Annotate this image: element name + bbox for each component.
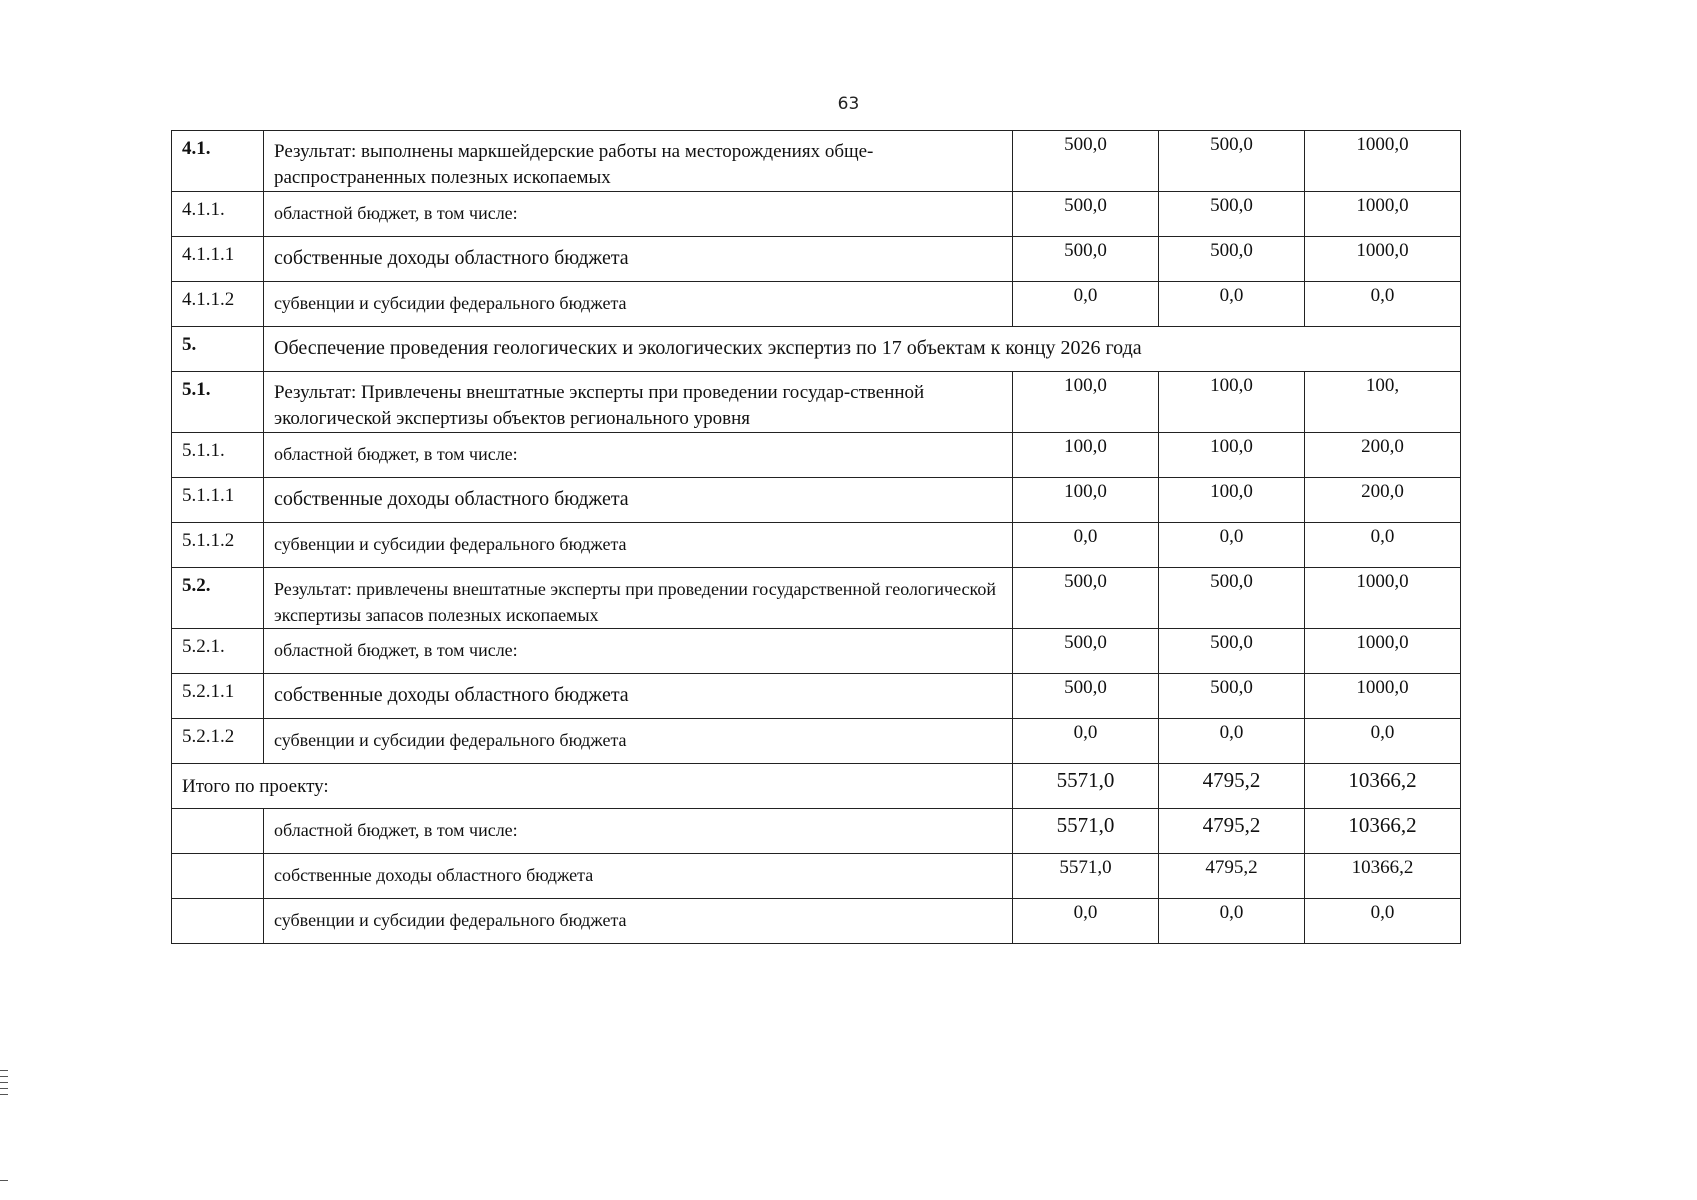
row-description: Обеспечение проведения геологических и экологических экспертиз по 17 объектам к концу 2026 года <box>264 327 1461 372</box>
value-cell-1: 500,0 <box>1013 568 1159 629</box>
value-cell-1: 500,0 <box>1013 192 1159 237</box>
total-breakdown-row <box>172 899 1461 944</box>
table-row <box>172 568 1461 629</box>
value-cell-2: 0,0 <box>1159 282 1305 327</box>
value-cell-2: 0,0 <box>1159 719 1305 764</box>
value-cell-2: 500,0 <box>1159 568 1305 629</box>
row-number: 4.1.1.2 <box>172 282 264 327</box>
row-number: 5.1.1.2 <box>172 523 264 568</box>
table-row <box>172 372 1461 433</box>
value-cell-1: 500,0 <box>1013 629 1159 674</box>
row-number: 5.2. <box>172 568 264 629</box>
scan-margin-mark <box>0 1180 8 1181</box>
value-cell-1: 0,0 <box>1013 282 1159 327</box>
table-row <box>172 674 1461 719</box>
value-cell-3: 200,0 <box>1305 433 1461 478</box>
table-row <box>172 719 1461 764</box>
total-breakdown-description: субвенции и субсидии федерального бюджета <box>264 899 1013 944</box>
total-value-3: 10366,2 <box>1305 764 1461 809</box>
value-cell-1: 0,0 <box>1013 719 1159 764</box>
row-description: Результат: выполнены маркшейдерские работы на месторождениях обще-распространенных полезных ископаемых <box>264 131 1013 192</box>
value-cell-2: 100,0 <box>1159 372 1305 433</box>
total-row <box>172 764 1461 809</box>
total-breakdown-value-3: 10366,2 <box>1305 809 1461 854</box>
value-cell-3: 200,0 <box>1305 478 1461 523</box>
empty-number-cell <box>172 809 264 854</box>
value-cell-1: 100,0 <box>1013 372 1159 433</box>
row-description: субвенции и субсидии федерального бюджета <box>264 719 1013 764</box>
total-breakdown-value-2: 0,0 <box>1159 899 1305 944</box>
value-cell-3: 1000,0 <box>1305 629 1461 674</box>
total-breakdown-value-1: 5571,0 <box>1013 809 1159 854</box>
total-breakdown-value-2: 4795,2 <box>1159 809 1305 854</box>
value-cell-2: 500,0 <box>1159 192 1305 237</box>
budget-table <box>171 130 1461 944</box>
value-cell-2: 100,0 <box>1159 433 1305 478</box>
total-value-1: 5571,0 <box>1013 764 1159 809</box>
row-description: областной бюджет, в том числе: <box>264 629 1013 674</box>
total-breakdown-value-3: 10366,2 <box>1305 854 1461 899</box>
table-row <box>172 282 1461 327</box>
value-cell-3: 1000,0 <box>1305 237 1461 282</box>
row-description: субвенции и субсидии федерального бюджета <box>264 523 1013 568</box>
row-number: 5. <box>172 327 264 372</box>
row-number: 4.1. <box>172 131 264 192</box>
value-cell-3: 0,0 <box>1305 523 1461 568</box>
empty-number-cell <box>172 899 264 944</box>
total-value-2: 4795,2 <box>1159 764 1305 809</box>
value-cell-3: 0,0 <box>1305 719 1461 764</box>
empty-number-cell <box>172 854 264 899</box>
value-cell-3: 1000,0 <box>1305 131 1461 192</box>
value-cell-2: 500,0 <box>1159 131 1305 192</box>
row-description: областной бюджет, в том числе: <box>264 192 1013 237</box>
value-cell-2: 500,0 <box>1159 629 1305 674</box>
total-breakdown-value-1: 5571,0 <box>1013 854 1159 899</box>
value-cell-1: 0,0 <box>1013 523 1159 568</box>
table-row <box>172 327 1461 372</box>
value-cell-1: 500,0 <box>1013 131 1159 192</box>
page-number: 63 <box>837 94 860 114</box>
value-cell-3: 1000,0 <box>1305 674 1461 719</box>
total-breakdown-value-3: 0,0 <box>1305 899 1461 944</box>
row-description: субвенции и субсидии федерального бюджета <box>264 282 1013 327</box>
value-cell-1: 100,0 <box>1013 433 1159 478</box>
table-row <box>172 629 1461 674</box>
value-cell-1: 500,0 <box>1013 674 1159 719</box>
total-breakdown-description: собственные доходы областного бюджета <box>264 854 1013 899</box>
value-cell-2: 100,0 <box>1159 478 1305 523</box>
row-number: 5.2.1.2 <box>172 719 264 764</box>
table-row <box>172 237 1461 282</box>
table-row <box>172 523 1461 568</box>
total-breakdown-value-2: 4795,2 <box>1159 854 1305 899</box>
row-description: Результат: Привлечены внештатные эксперты при проведении государ-ственной экологической экспертизы объектов регионального уровня <box>264 372 1013 433</box>
scan-margin-marks <box>0 1070 8 1100</box>
value-cell-2: 0,0 <box>1159 523 1305 568</box>
value-cell-3: 100, <box>1305 372 1461 433</box>
total-breakdown-row <box>172 854 1461 899</box>
row-description: собственные доходы областного бюджета <box>264 478 1013 523</box>
total-breakdown-description: областной бюджет, в том числе: <box>264 809 1013 854</box>
table-row <box>172 478 1461 523</box>
value-cell-3: 1000,0 <box>1305 192 1461 237</box>
budget-table-body <box>172 131 1461 944</box>
value-cell-2: 500,0 <box>1159 674 1305 719</box>
total-breakdown-value-1: 0,0 <box>1013 899 1159 944</box>
row-description: Результат: привлечены внештатные эксперты при проведении государственной геологической экспертизы запасов полезных ископаемых <box>264 568 1013 629</box>
value-cell-1: 100,0 <box>1013 478 1159 523</box>
row-description: областной бюджет, в том числе: <box>264 433 1013 478</box>
value-cell-3: 0,0 <box>1305 282 1461 327</box>
row-number: 4.1.1. <box>172 192 264 237</box>
row-description: собственные доходы областного бюджета <box>264 237 1013 282</box>
total-breakdown-row <box>172 809 1461 854</box>
row-number: 5.1.1. <box>172 433 264 478</box>
value-cell-3: 1000,0 <box>1305 568 1461 629</box>
row-number: 4.1.1.1 <box>172 237 264 282</box>
row-number: 5.2.1.1 <box>172 674 264 719</box>
table-row <box>172 192 1461 237</box>
row-number: 5.2.1. <box>172 629 264 674</box>
row-description: собственные доходы областного бюджета <box>264 674 1013 719</box>
table-row <box>172 433 1461 478</box>
row-number: 5.1. <box>172 372 264 433</box>
table-row <box>172 131 1461 192</box>
value-cell-2: 500,0 <box>1159 237 1305 282</box>
value-cell-1: 500,0 <box>1013 237 1159 282</box>
total-label: Итого по проекту: <box>172 764 1013 809</box>
row-number: 5.1.1.1 <box>172 478 264 523</box>
